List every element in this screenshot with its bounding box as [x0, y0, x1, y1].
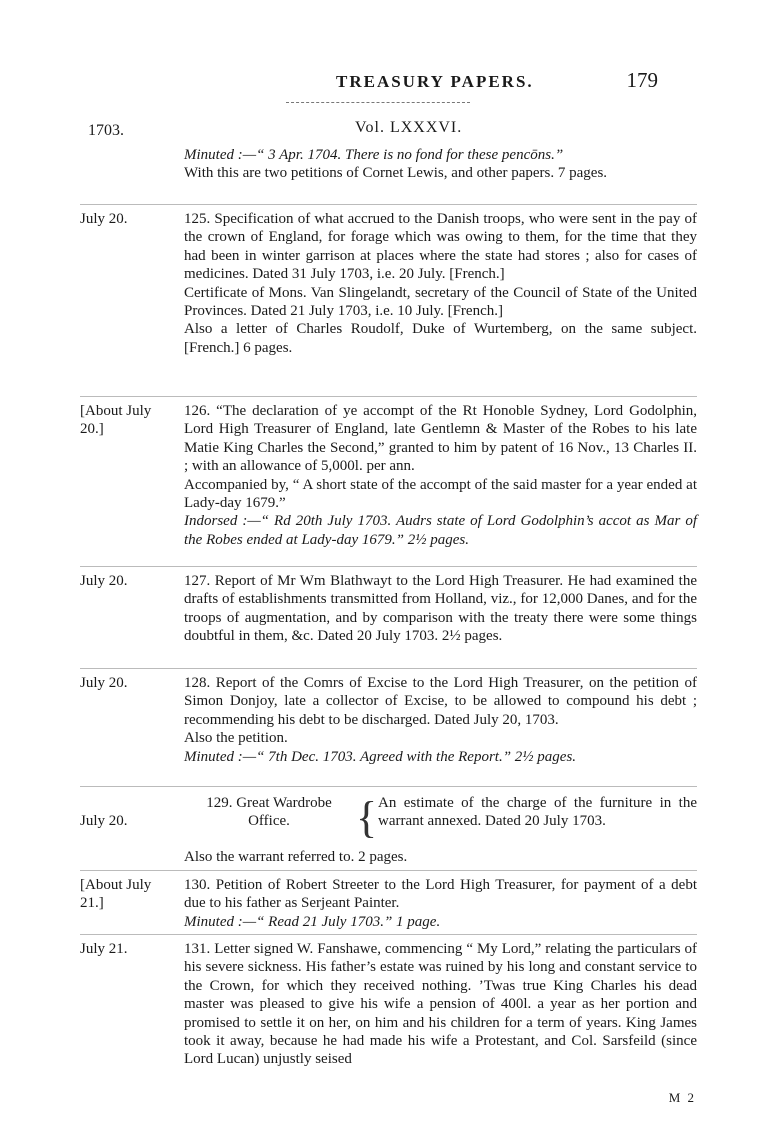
entry-127 — [184, 572, 697, 646]
office-text: An estimate of the charge of the furniture in the warrant annexed. Dated 20 July 1703. — [378, 795, 697, 830]
entry-date: July 20. — [80, 573, 128, 589]
brace-glyph: { — [356, 793, 378, 842]
entry-paragraph: Also a letter of Charles Roudolf, Duke of Wurtemberg, on the same subject. [French.] 6 pages. — [184, 321, 697, 356]
volume-heading: Vol. LXXXVI. — [355, 119, 463, 136]
signature-mark: M 2 — [668, 1090, 696, 1105]
entry-paragraph: With this are two petitions of Cornet Lewis, and other papers. 7 pages. — [184, 165, 608, 182]
entry-129 — [184, 848, 697, 866]
entry-date: July 20. — [80, 813, 128, 829]
entry-paragraph: 126. “The declaration of ye accompt of the Rt Honoble Sydney, Lord Godolphin, Lord High Treasurer of England, late Gentlemn & Master of the Robes to his late Matie King Charles the Second,” granted to him by patent of 16 Nov., 13 Charles II. ; with an allowance of 5,000l. per ann. — [184, 403, 697, 475]
entry-129-office — [184, 792, 697, 848]
entry-paragraph: Accompanied by, “ A short state of the accompt of the said master for a year ended at Lady-day 1679.” — [184, 476, 697, 512]
entry-paragraph: 128. Report of the Comrs of Excise to the Lord High Treasurer, on the petition of Simon Donjoy, late a collector of Excise, to be allowed to compound his debt ; recommending his debt to be discharged. Dated July 20, 1703. — [184, 675, 697, 728]
entry-date: [About July 21.] — [80, 877, 152, 912]
entry-paragraph: Certificate of Mons. Van Slingelandt, secretary of the Council of State of the United Provinces. Dated 21 July 1703, i.e. 10 July. [French.] — [184, 284, 697, 320]
entry-date: July 20. — [80, 675, 128, 691]
page-number: 179 — [626, 68, 658, 92]
year-marker: 1703. — [88, 122, 124, 139]
entry-paragraph: 125. Specification of what accrued to the Danish troops, who were sent in the pay of the crown of England, for forage which was owing to them, for the time that they had been in winter garrison at places where the state had stores ; also for cases of medicines. Dated 31 July 1703, i.e. 20 July. [French.] — [184, 211, 697, 283]
entry-paragraph: Minuted :—“ 7th Dec. 1703. Agreed with the Report.” 2½ pages. — [184, 748, 577, 765]
entry-separator — [80, 396, 697, 397]
entry-separator — [80, 668, 697, 669]
entry-125 — [184, 210, 697, 357]
entry-paragraph: Also the warrant referred to. 2 pages. — [184, 849, 408, 865]
header-rule — [286, 102, 470, 103]
office-label: 129. Great Wardrobe Office. — [206, 795, 332, 830]
entry-128 — [184, 674, 697, 766]
entry-separator — [80, 786, 697, 787]
entry-separator — [80, 566, 697, 567]
entry-separator — [80, 870, 697, 871]
entry-separator — [80, 934, 697, 935]
entry-paragraph: 131. Letter signed W. Fanshawe, commencing “ My Lord,” relating the particulars of his severe sickness. His father’s estate was ruined by his long and constant service to the Crown, for which they received nothing. ’Twas true King Charles his dead master was pleased to give his wife a pension of 400l. a year as her portion and promised to settle it on her, on him and his children for a term of years. King James took it away, because he had made his wife a Protestant, and Col. Sarsfeild (since Lord Lucan) unjustly seised — [184, 941, 697, 1068]
entry-separator — [80, 204, 697, 205]
entry-paragraph: Indorsed :—“ Rd 20th July 1703. Audrs state of Lord Godolphin’s accot as Mar of the Robes ended at Lady-day 1679.” 2½ pages. — [184, 513, 697, 548]
entry-date: [About July 20.] — [80, 403, 152, 438]
entry-paragraph: 130. Petition of Robert Streeter to the Lord High Treasurer, for payment of a debt due to his father as Serjeant Painter. — [184, 877, 697, 912]
entry-paragraph: Also the petition. — [184, 730, 288, 747]
entry-date: July 21. — [80, 941, 128, 957]
entry-126 — [184, 402, 697, 549]
entry-paragraph: Minuted :—“ 3 Apr. 1704. There is no fond for these pencōns.” — [184, 147, 564, 163]
running-title: TREASURY PAPERS. — [336, 72, 534, 91]
entry-continuation — [184, 146, 697, 183]
entry-130 — [184, 876, 697, 931]
entry-paragraph: 127. Report of Mr Wm Blathwayt to the Lord High Treasurer. He had examined the drafts of establishments transmitted from Holland, viz., for 12,000 Danes, and for the troops of augmentation, and by comparison with the treaty there were some things doubtful in them, &c. Dated 20 July 1703. 2½ pages. — [184, 573, 697, 645]
entry-131 — [184, 940, 697, 1069]
entry-date: July 20. — [80, 211, 128, 227]
entry-paragraph: Minuted :—“ Read 21 July 1703.” 1 page. — [184, 913, 441, 930]
page-header — [336, 68, 658, 100]
